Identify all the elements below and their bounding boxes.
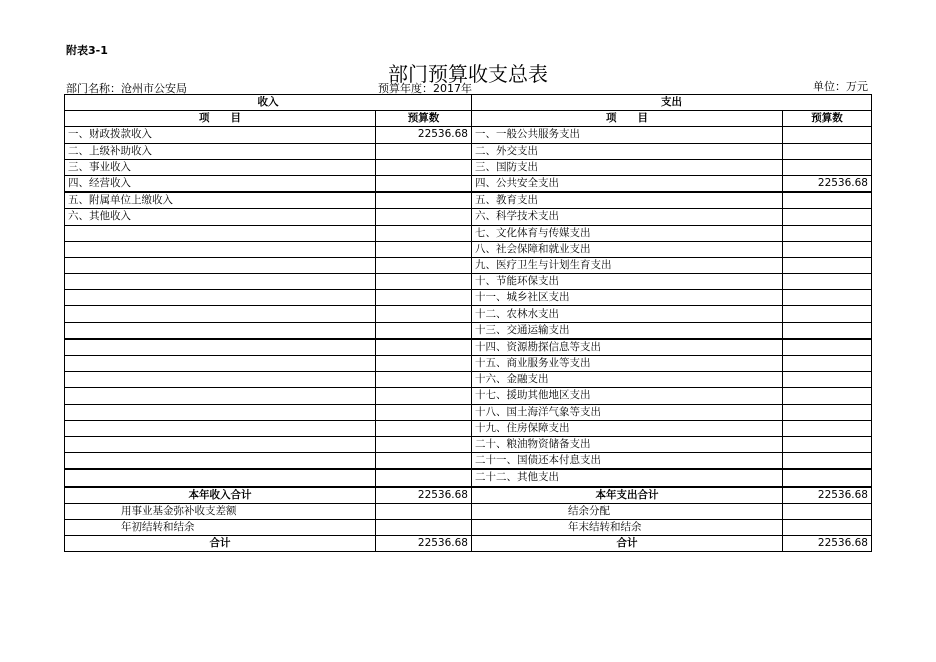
expense-item: 二十二、其他支出 [472,469,783,486]
expense-value [783,420,872,436]
income-value [376,453,472,470]
expense-item: 八、社会保障和就业支出 [472,241,783,257]
grand-total-row [65,536,872,552]
income-value [376,241,472,257]
expense-value [783,143,872,159]
income-budget-col-header: 预算数 [376,111,472,127]
table-row [65,306,872,322]
income-item [65,356,376,372]
year-income-total-value: 22536.68 [376,487,472,504]
income-item [65,436,376,452]
expense-value [783,436,872,452]
budget-year: 预算年度：2017年 [378,82,472,95]
expense-item: 十六、金融支出 [472,372,783,388]
table-row [65,339,872,356]
table-row [65,322,872,339]
income-item [65,388,376,404]
expense-value [783,192,872,209]
income-item [65,322,376,339]
income-value [376,322,472,339]
expense-item: 十一、城乡社区支出 [472,290,783,306]
expense-item: 年末结转和结余 [472,519,783,535]
table-row [65,175,872,192]
unit-label: 单位：万元 [813,80,868,93]
expense-item: 十四、资源勘探信息等支出 [472,339,783,356]
appendix-label: 附表3-1 [66,44,108,57]
income-value [376,192,472,209]
income-value [376,503,472,519]
expense-item: 十、节能环保支出 [472,274,783,290]
income-value [376,356,472,372]
table-row [65,274,872,290]
income-value [376,209,472,225]
income-item [65,274,376,290]
expense-value [783,339,872,356]
expense-value [783,372,872,388]
income-grand-total-value: 22536.68 [376,536,472,552]
table-row [65,453,872,470]
expense-item-col-header: 项 目 [472,111,783,127]
income-value [376,274,472,290]
expense-budget-col-header: 预算数 [783,111,872,127]
income-item [65,404,376,420]
table-row [65,404,872,420]
table-row [65,209,872,225]
expense-value: 22536.68 [783,175,872,192]
income-item [65,469,376,486]
income-item [65,453,376,470]
income-item: 年初结转和结余 [65,519,376,535]
income-item: 六、其他收入 [65,209,376,225]
income-value [376,257,472,273]
expense-item: 十七、援助其他地区支出 [472,388,783,404]
income-item [65,290,376,306]
expense-item: 七、文化体育与传媒支出 [472,225,783,241]
income-value: 22536.68 [376,127,472,143]
income-value [376,339,472,356]
expense-value [783,127,872,143]
year-total-row [65,487,872,504]
expense-item: 一、一般公共服务支出 [472,127,783,143]
budget-table [64,94,872,552]
expense-item: 十五、商业服务业等支出 [472,356,783,372]
table-row [65,192,872,209]
income-value [376,290,472,306]
expense-header: 支出 [472,95,872,111]
income-item: 三、事业收入 [65,159,376,175]
expense-item: 十二、农林水支出 [472,306,783,322]
expense-item: 九、医疗卫生与计划生育支出 [472,257,783,273]
income-item [65,372,376,388]
expense-value [783,209,872,225]
income-item: 用事业基金弥补收支差额 [65,503,376,519]
expense-value [783,453,872,470]
expense-value [783,404,872,420]
expense-value [783,274,872,290]
income-value [376,388,472,404]
expense-value [783,469,872,486]
income-item [65,339,376,356]
expense-item: 十九、住房保障支出 [472,420,783,436]
expense-item: 二十一、国债还本付息支出 [472,453,783,470]
income-item [65,225,376,241]
income-item [65,241,376,257]
table-row [65,469,872,486]
table-row [65,257,872,273]
expense-item: 二、外交支出 [472,143,783,159]
income-value [376,372,472,388]
expense-value [783,322,872,339]
expense-value [783,159,872,175]
department-name: 部门名称：沧州市公安局 [66,82,187,95]
income-item: 五、附属单位上缴收入 [65,192,376,209]
expense-value [783,503,872,519]
expense-value [783,519,872,535]
income-item [65,420,376,436]
expense-grand-total-label: 合计 [472,536,783,552]
table-row [65,503,872,519]
year-income-total-label: 本年收入合计 [65,487,376,504]
expense-value [783,225,872,241]
expense-value [783,388,872,404]
income-value [376,519,472,535]
table-row [65,127,872,143]
year-expense-total-label: 本年支出合计 [472,487,783,504]
expense-value [783,356,872,372]
expense-item: 十三、交通运输支出 [472,322,783,339]
table-row [65,372,872,388]
expense-grand-total-value: 22536.68 [783,536,872,552]
income-value [376,225,472,241]
income-value [376,404,472,420]
income-value [376,469,472,486]
table-row [65,356,872,372]
income-value [376,143,472,159]
table-row [65,225,872,241]
table-row [65,436,872,452]
income-value [376,436,472,452]
expense-item: 结余分配 [472,503,783,519]
expense-item: 六、科学技术支出 [472,209,783,225]
expense-value [783,241,872,257]
income-value [376,175,472,192]
income-grand-total-label: 合计 [65,536,376,552]
table-row [65,290,872,306]
expense-item: 十八、国土海洋气象等支出 [472,404,783,420]
income-header: 收入 [65,95,472,111]
expense-item: 三、国防支出 [472,159,783,175]
expense-value [783,306,872,322]
income-value [376,420,472,436]
table-row [65,388,872,404]
income-item [65,257,376,273]
income-item: 二、上级补助收入 [65,143,376,159]
income-item-col-header: 项 目 [65,111,376,127]
table-row [65,143,872,159]
income-item [65,306,376,322]
expense-value [783,257,872,273]
expense-item: 二十、粮油物资储备支出 [472,436,783,452]
table-row [65,519,872,535]
table-row [65,420,872,436]
table-row [65,159,872,175]
table-row [65,241,872,257]
income-value [376,306,472,322]
year-expense-total-value: 22536.68 [783,487,872,504]
income-item: 四、经营收入 [65,175,376,192]
page-title: 部门预算收支总表 [388,62,548,86]
expense-item: 五、教育支出 [472,192,783,209]
expense-item: 四、公共安全支出 [472,175,783,192]
expense-value [783,290,872,306]
income-item: 一、财政拨款收入 [65,127,376,143]
income-value [376,159,472,175]
